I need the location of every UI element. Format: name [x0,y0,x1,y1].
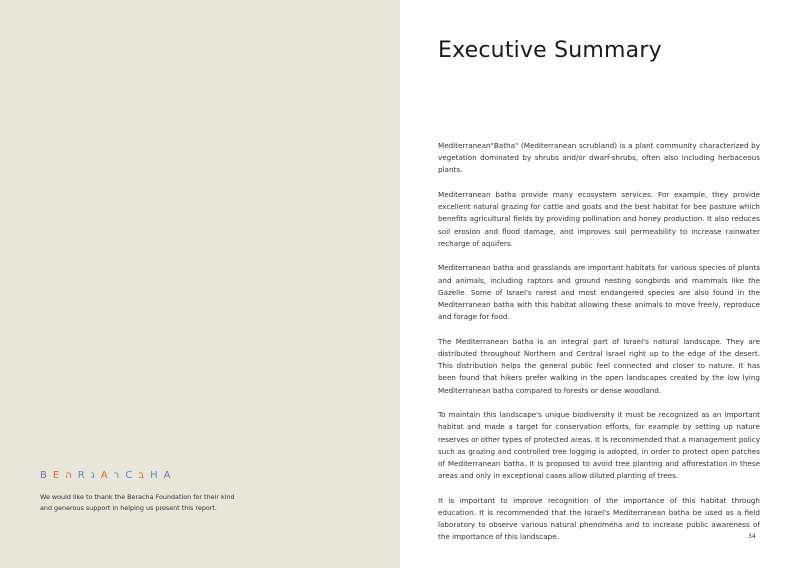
acknowledgement-text: We would like to thank the Beracha Foundation for their kind and generous support in helping us present this report. [40,493,235,512]
page-title: Executive Summary [438,38,662,63]
logo-letter: R [77,470,91,481]
paragraph: To maintain this landscape's unique biodiversity it must be recognized as an important habitat and made a target for conservation efforts, for example by setting up nature reserves or other types of protected areas. It is recommended that a management policy such as grazing and controlled tree logging is adopted, in order to protect open patches of Mediterranean batha. It is proposed to avoid tree planting and afforestation in these areas and only in exceptional cases allow diluted planting of trees. [438,410,760,481]
logo-letter: ג [90,470,101,481]
logo-letter: ר [113,470,126,481]
paragraph: Mediterranean batha and grasslands are important habitats for various species of plants and animals, including raptors and ground nesting songbirds and mammals like the Gazelle. Some of Israel's rarest and most endangered species are also found in the Mediterranean batha with this habitat allowing these animals to move freely, reproduce and forage for food. [438,263,760,322]
logo-letter: B [40,470,53,481]
logo-letter: A [163,470,177,481]
body-text [438,140,760,556]
paragraph: Mediterranean"Batha" (Mediterranean scrubland) is a plant community characterized by vegetation dominated by shrubs and/or dwarf-shrubs, often also including herbaceous plants. [438,141,760,175]
logo-letter: A [100,470,114,481]
paragraph: Mediterranean batha provide many ecosystem services. For example, they provide excellent natural grazing for cattle and goats and the best habitat for bee pasture which benefits agricultural fields by providing pollination and honey production. It also reduces soil erosion and flood damage, and improves soil permeability to increase rainwater recharge of aquifers. [438,190,760,248]
logo-letter: H [150,470,164,481]
beracha-logo [40,470,176,481]
page-number: 34 [748,533,756,540]
logo-letter: ה [65,470,78,481]
paragraph: It is important to improve recognition of the importance of this habitat through education. It is recommended that the Israel's Mediterranean batha be used as a field laboratory to observe various natural phenomena and to increase public awareness of the importance of this landscape. [438,495,760,542]
logo-letter: C [125,470,139,481]
logo-letter: E [52,470,66,481]
logo-letter: ב [138,470,151,481]
paragraph: The Mediterranean batha is an integral part of Israel's natural landscape. They are distributed throughout Northern and Central Israel right up to the edge of the desert. This distribution helps the general public feel connected and closer to nature. It has been found that hikers prefer walking in the open landscapes created by the low lying Mediterranean batha compared to forests or dense woodland. [438,336,760,395]
